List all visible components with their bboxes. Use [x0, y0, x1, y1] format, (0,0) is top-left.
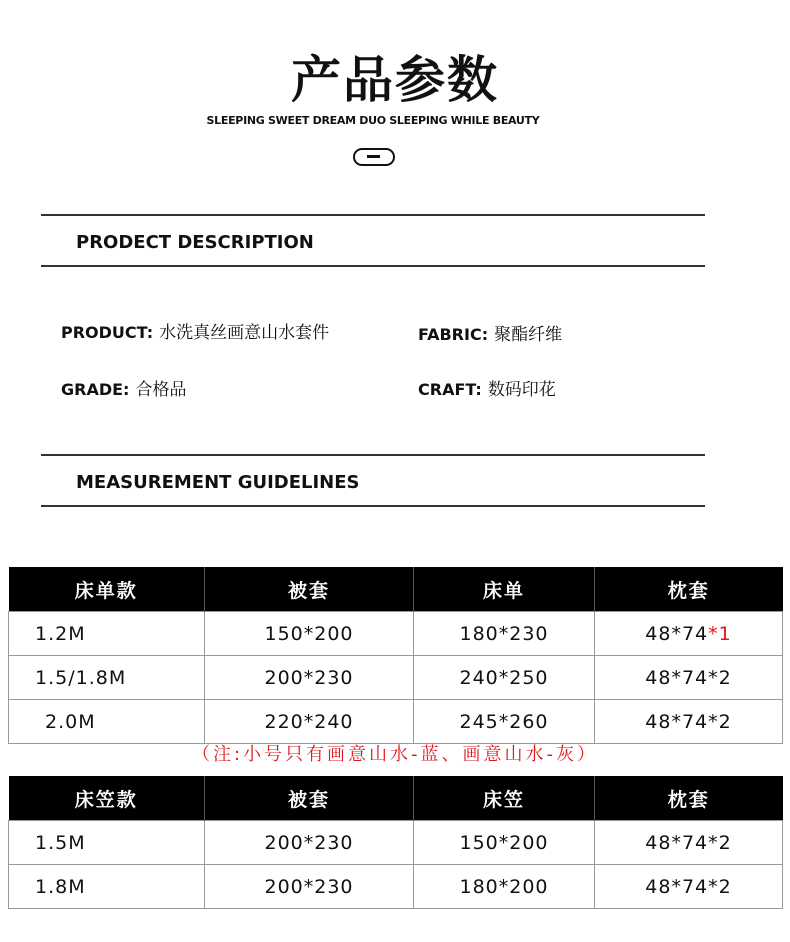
table-cell: 48*74*2 — [595, 700, 783, 744]
table-cell: 48*74*2 — [595, 656, 783, 700]
divider — [41, 505, 705, 507]
section-heading-measurement: MEASUREMENT GUIDELINES — [76, 472, 360, 493]
craft-field — [418, 375, 556, 400]
divider — [41, 214, 705, 216]
table-row — [9, 656, 783, 700]
table-cell: 150*200 — [414, 821, 595, 865]
table-row — [9, 612, 783, 656]
fabric-value: 聚酯纤维 — [494, 325, 563, 345]
table-cell: 245*260 — [414, 700, 595, 744]
table-cell: 200*230 — [205, 821, 414, 865]
table-cell: 1.2M — [9, 612, 205, 656]
column-header: 床笠 — [414, 776, 595, 821]
size-note: （注:小号只有画意山水-蓝、画意山水-灰） — [191, 744, 599, 765]
table-cell: 180*230 — [414, 612, 595, 656]
table-row — [9, 865, 783, 909]
column-header: 被套 — [205, 776, 414, 821]
divider — [41, 265, 705, 267]
product-value: 水洗真丝画意山水套件 — [159, 323, 330, 343]
fabric-field — [418, 320, 562, 345]
table-header-row — [9, 567, 783, 612]
column-header: 被套 — [205, 567, 414, 612]
grade-field — [61, 375, 186, 400]
table-cell: 48*74*2 — [595, 821, 783, 865]
table-cell: 180*200 — [414, 865, 595, 909]
table-cell — [595, 612, 783, 656]
column-header: 枕套 — [595, 567, 783, 612]
craft-label: CRAFT: — [418, 380, 482, 399]
size-table-fitted — [8, 776, 783, 909]
grade-value: 合格品 — [135, 380, 187, 400]
table-cell: 240*250 — [414, 656, 595, 700]
divider — [41, 454, 705, 456]
column-header: 床笠款 — [9, 776, 205, 821]
table-cell: 48*74*2 — [595, 865, 783, 909]
table-cell: 220*240 — [205, 700, 414, 744]
table-cell: 1.8M — [9, 865, 205, 909]
grade-label: GRADE: — [61, 380, 130, 399]
fabric-label: FABRIC: — [418, 325, 489, 344]
table-row — [9, 821, 783, 865]
table-cell: 2.0M — [9, 700, 205, 744]
product-field — [61, 318, 329, 343]
minus-icon — [353, 148, 395, 166]
column-header: 床单 — [414, 567, 595, 612]
size-table-sheet — [8, 567, 783, 744]
table-header-row — [9, 776, 783, 821]
craft-value: 数码印花 — [487, 380, 556, 400]
product-label: PRODUCT: — [61, 323, 154, 342]
table-row — [9, 700, 783, 744]
table-cell: 1.5M — [9, 821, 205, 865]
section-heading-description: PRODECT DESCRIPTION — [76, 232, 314, 253]
column-header: 床单款 — [9, 567, 205, 612]
page-title: 产品参数 — [291, 51, 499, 109]
table-cell: 1.5/1.8M — [9, 656, 205, 700]
table-cell: 200*230 — [205, 865, 414, 909]
table-cell: 150*200 — [205, 612, 414, 656]
pillowcase-size: 48*74 — [645, 622, 709, 645]
table-cell: 200*230 — [205, 656, 414, 700]
column-header: 枕套 — [595, 776, 783, 821]
page-subtitle: SLEEPING SWEET DREAM DUO SLEEPING WHILE BEAUTY — [206, 114, 540, 127]
pillowcase-count: *1 — [708, 622, 732, 645]
